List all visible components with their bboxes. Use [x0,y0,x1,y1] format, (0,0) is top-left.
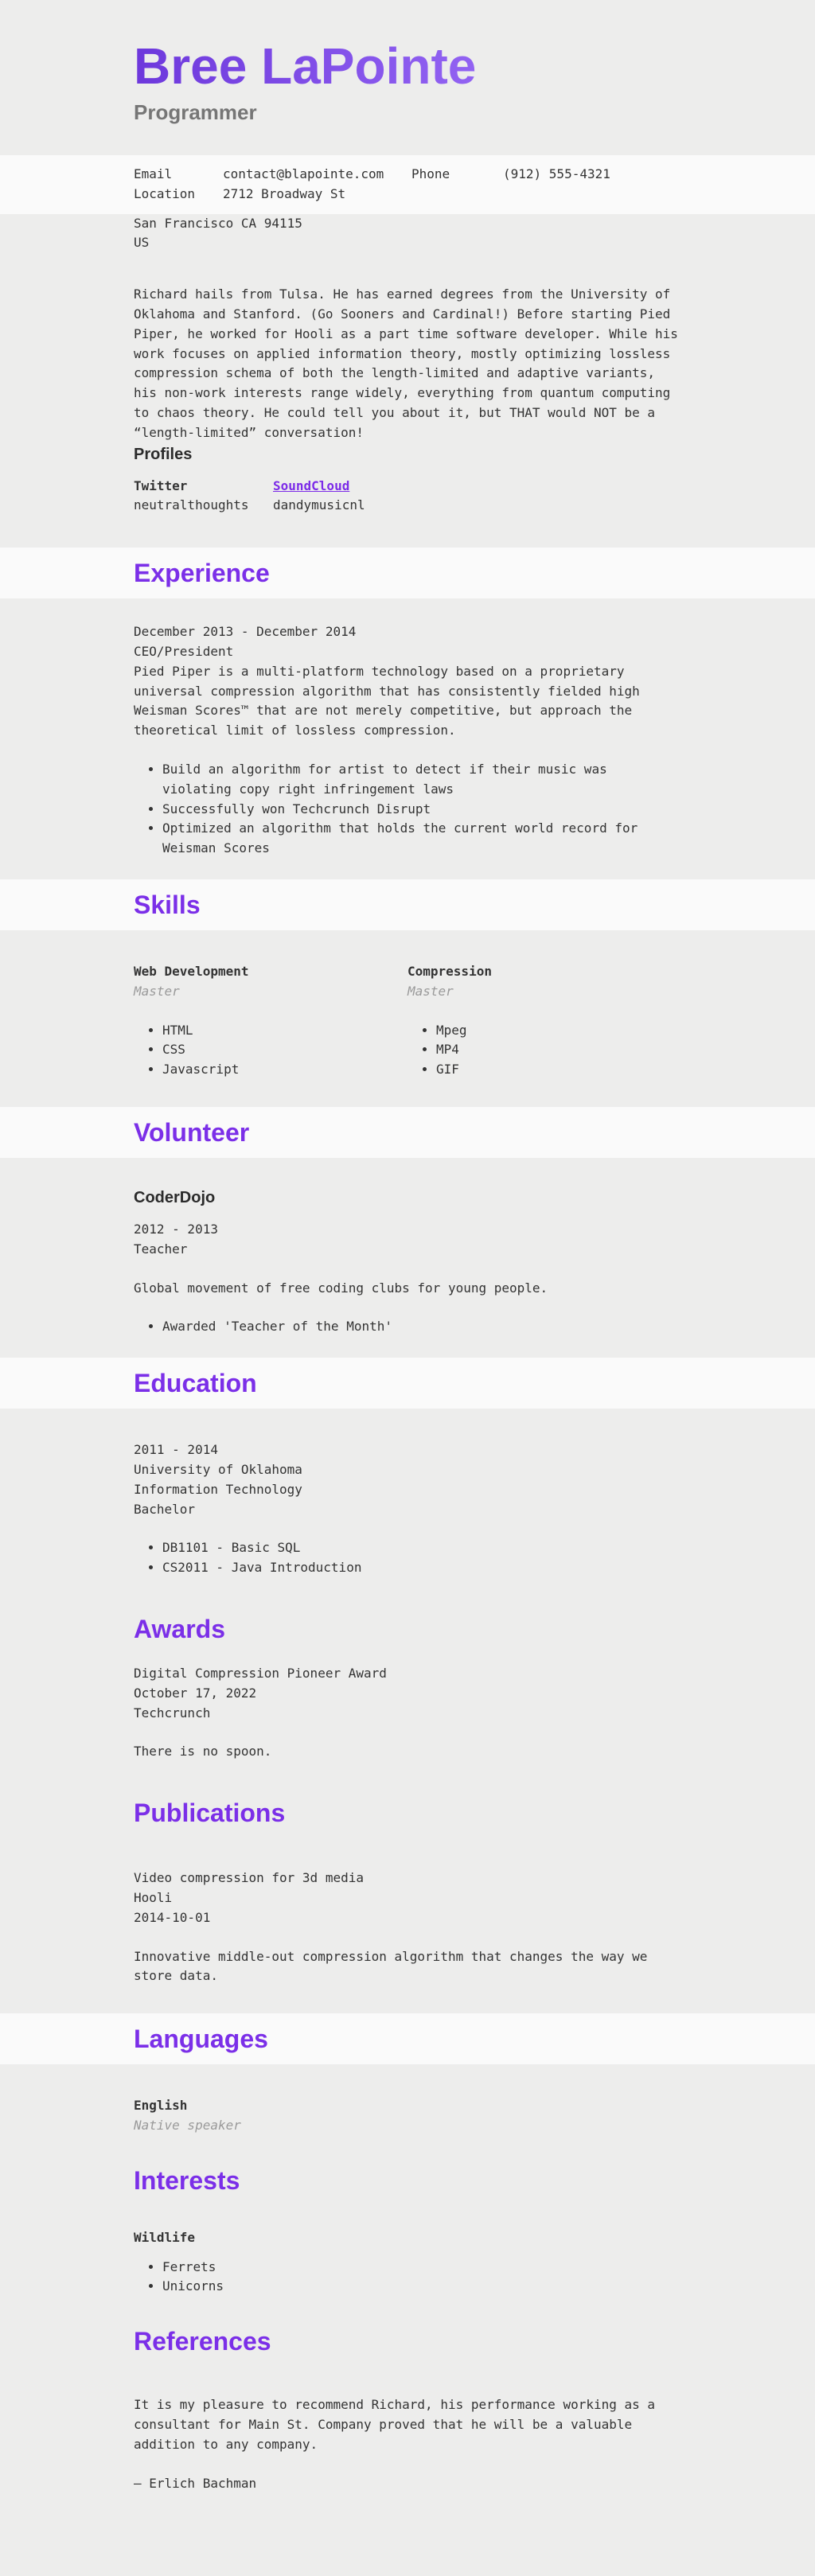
volunteer-section-title: Volunteer [134,1117,250,1147]
skills-section-title: Skills [134,890,201,919]
language-fluency: Native speaker [134,2117,241,2133]
skills-section [0,930,815,1107]
address-line3: US [134,235,150,251]
volunteer-organization: CoderDojo [134,1188,216,1206]
language-name: English [134,2098,188,2114]
profile-username-soundcloud: dandymusicnl [273,497,365,513]
experience-position: CEO/President [134,644,234,660]
interests-section-title: Interests [134,2165,240,2195]
education-course: • DB1101 - Basic SQL [162,1538,681,1558]
skill-level: Master [134,983,180,999]
address-line1: 2712 Broadway St [223,185,346,201]
phone-value: (912) 555-4321 [503,166,610,182]
skill-keywords [408,1021,681,1080]
location-label: Location [134,185,196,201]
education-course: • CS2011 - Java Introduction [162,1558,681,1578]
skill-keyword: • MP4 [436,1040,681,1060]
languages-section-title: Languages [134,2025,268,2054]
publications-section-title: Publications [134,1799,286,1828]
experience-highlight: • Build an algorithm for artist to detect if their music was violating copy right infringement laws [162,760,681,800]
interest-keyword: • Unicorns [162,2277,681,2297]
interest-item [134,2228,681,2297]
summary-paragraph: Richard hails from Tulsa. He has earned degrees from the University of Oklahoma and Stanford. (Go Sooners and Cardinal!) Before starting Pied Piper, he worked for Hooli as a part time software developer. While his work focuses on applied information theory, mostly optimizing lossless compression schema of both the length-limited and adaptive variants, his non-work interests range widely, everything from quantum computing to chaos theory. He could tell you about it, but THAT would NOT be a “length-limited” conversation! [134,286,678,440]
volunteer-summary: Global movement of free coding clubs for young people. [134,1280,548,1296]
volunteer-position: Teacher [134,1241,188,1257]
education-item [134,1440,681,1578]
profiles-table [134,477,681,516]
experience-heading-band [0,548,815,598]
experience-section [0,598,815,879]
profile-network-twitter: Twitter [134,477,188,493]
reference-attribution: — Erlich Bachman [134,2475,257,2491]
education-degree: Bachelor [134,1501,196,1517]
experience-highlight: • Optimized an algorithm that holds the current world record for Weisman Scores [162,819,681,859]
skill-keyword: • Javascript [162,1060,408,1080]
profile-link-soundcloud[interactable]: SoundCloud [273,477,350,493]
education-section-title: Education [134,1369,257,1398]
interest-name: Wildlife [134,2229,196,2245]
language-item [134,2096,681,2136]
email-value: contact@blapointe.com [223,166,384,182]
volunteer-section [0,1158,815,1358]
skill-level: Master [408,983,454,999]
award-summary: There is no spoon. [134,1744,272,1760]
skill-keyword: • Mpeg [436,1021,681,1041]
skill-keywords [134,1021,408,1080]
experience-item [134,598,681,879]
experience-dates: December 2013 - December 2014 [134,624,357,640]
education-awards-publications-section [0,1409,815,2013]
reference-text: It is my pleasure to recommend Richard, his performance working as a consultant for Main St. Company proved that he will be a valuable addition to any company. [134,2397,656,2452]
publication-name: Video compression for 3d media [134,1870,364,1886]
skill-keyword: • HTML [162,1021,408,1041]
volunteer-dates: 2012 - 2013 [134,1221,218,1237]
publication-publisher: Hooli [134,1889,173,1905]
profiles-heading: Profiles [134,445,193,463]
experience-section-title: Experience [134,559,270,588]
references-section-title: References [134,2327,271,2356]
page-title: Bree LaPointe [134,37,477,95]
job-title-label: Programmer [134,100,257,125]
volunteer-item [134,1158,681,1358]
experience-summary: Pied Piper is a multi-platform technology based on a proprietary universal compression algorithm that has consistently fielded high Weisman Scores™ that are not merely competitive, but approach the theoretical limit of lossless compression. [134,663,640,739]
experience-highlights [134,760,681,859]
interest-keywords [134,2258,681,2297]
interest-keyword: • Ferrets [162,2258,681,2278]
address-line2: San Francisco CA 94115 [134,215,302,231]
skill-name: Compression [408,964,492,979]
education-area: Information Technology [134,1481,302,1497]
publication-summary: Innovative middle-out compression algorithm that changes the way we store data. [134,1948,648,1984]
reference-item [134,2395,681,2493]
education-institution: University of Oklahoma [134,1461,302,1477]
languages-heading-band [0,2013,815,2064]
languages-interests-references-section [0,2064,815,2576]
publication-item [134,1869,681,1986]
award-name: Digital Compression Pioneer Award [134,1665,387,1681]
publication-date: 2014-10-01 [134,1909,211,1925]
education-dates: 2011 - 2014 [134,1442,218,1458]
awards-section-title: Awards [134,1614,226,1643]
skill-group-web [134,962,408,1080]
about-section [0,214,815,548]
award-awarder: Techcrunch [134,1705,211,1721]
education-courses [134,1538,681,1578]
award-date: October 17, 2022 [134,1685,257,1701]
volunteer-heading-band [0,1107,815,1158]
profile-username-twitter: neutralthoughts [134,497,249,513]
contact-section [0,155,815,214]
skill-keyword: • GIF [436,1060,681,1080]
experience-highlight: • Successfully won Techcrunch Disrupt [162,800,681,820]
email-label: Email [134,166,173,182]
resume-header [0,0,815,155]
skill-name: Web Development [134,964,249,979]
volunteer-highlight: • Awarded 'Teacher of the Month' [162,1317,681,1337]
volunteer-highlights [134,1317,681,1337]
award-item [134,1664,681,1762]
skill-group-compression [408,962,681,1080]
education-heading-band [0,1358,815,1409]
phone-label: Phone [411,166,450,182]
skill-keyword: • CSS [162,1040,408,1060]
skills-heading-band [0,879,815,930]
